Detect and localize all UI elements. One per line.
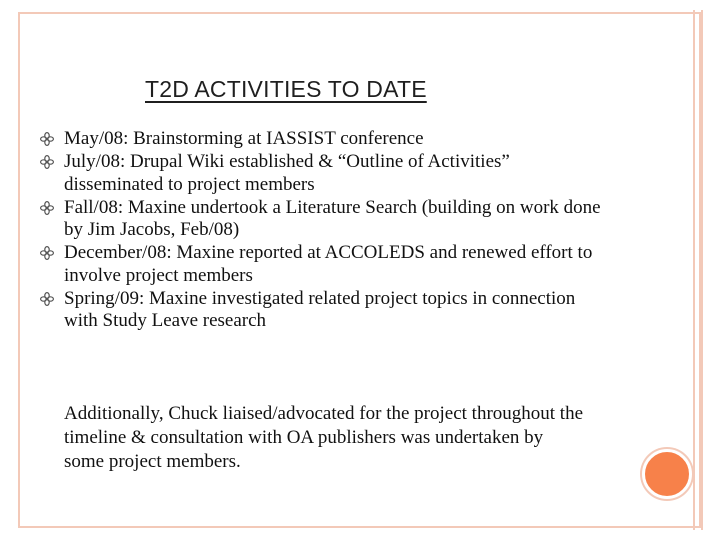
bullet-item: [40, 288, 610, 333]
bullet-item: [40, 242, 610, 287]
bullet-item: [40, 197, 610, 242]
bullet-list: [40, 128, 610, 333]
bullet-text: May/08: Brainstorming at IASSIST conference: [64, 128, 424, 149]
bullet-item: [40, 128, 610, 151]
bullet-text: Fall/08: Maxine undertook a Literature Search (building on work done by Jim Jacobs, Feb/08): [64, 196, 601, 240]
fleuron-icon: [40, 132, 54, 146]
bullet-item: [40, 151, 610, 196]
fleuron-icon: [40, 246, 54, 260]
bullet-text: Spring/09: Maxine investigated related project topics in connection with Study Leave research: [64, 287, 576, 331]
slide-side-rail: [693, 10, 703, 530]
bullet-text: December/08: Maxine reported at ACCOLEDS and renewed effort to involve project members: [64, 242, 593, 286]
additional-paragraph: Additionally, Chuck liaised/advocated for the project throughout the timeline & consultation with OA publishers was undertaken by some project members.: [64, 403, 584, 472]
bullet-text: July/08: Drupal Wiki established & “Outline of Activities” disseminated to project members: [64, 151, 510, 195]
accent-circle: [642, 449, 692, 499]
slide-title: T2D ACTIVITIES TO DATE: [145, 76, 427, 102]
fleuron-icon: [40, 201, 54, 215]
fleuron-icon: [40, 155, 54, 169]
fleuron-icon: [40, 292, 54, 306]
